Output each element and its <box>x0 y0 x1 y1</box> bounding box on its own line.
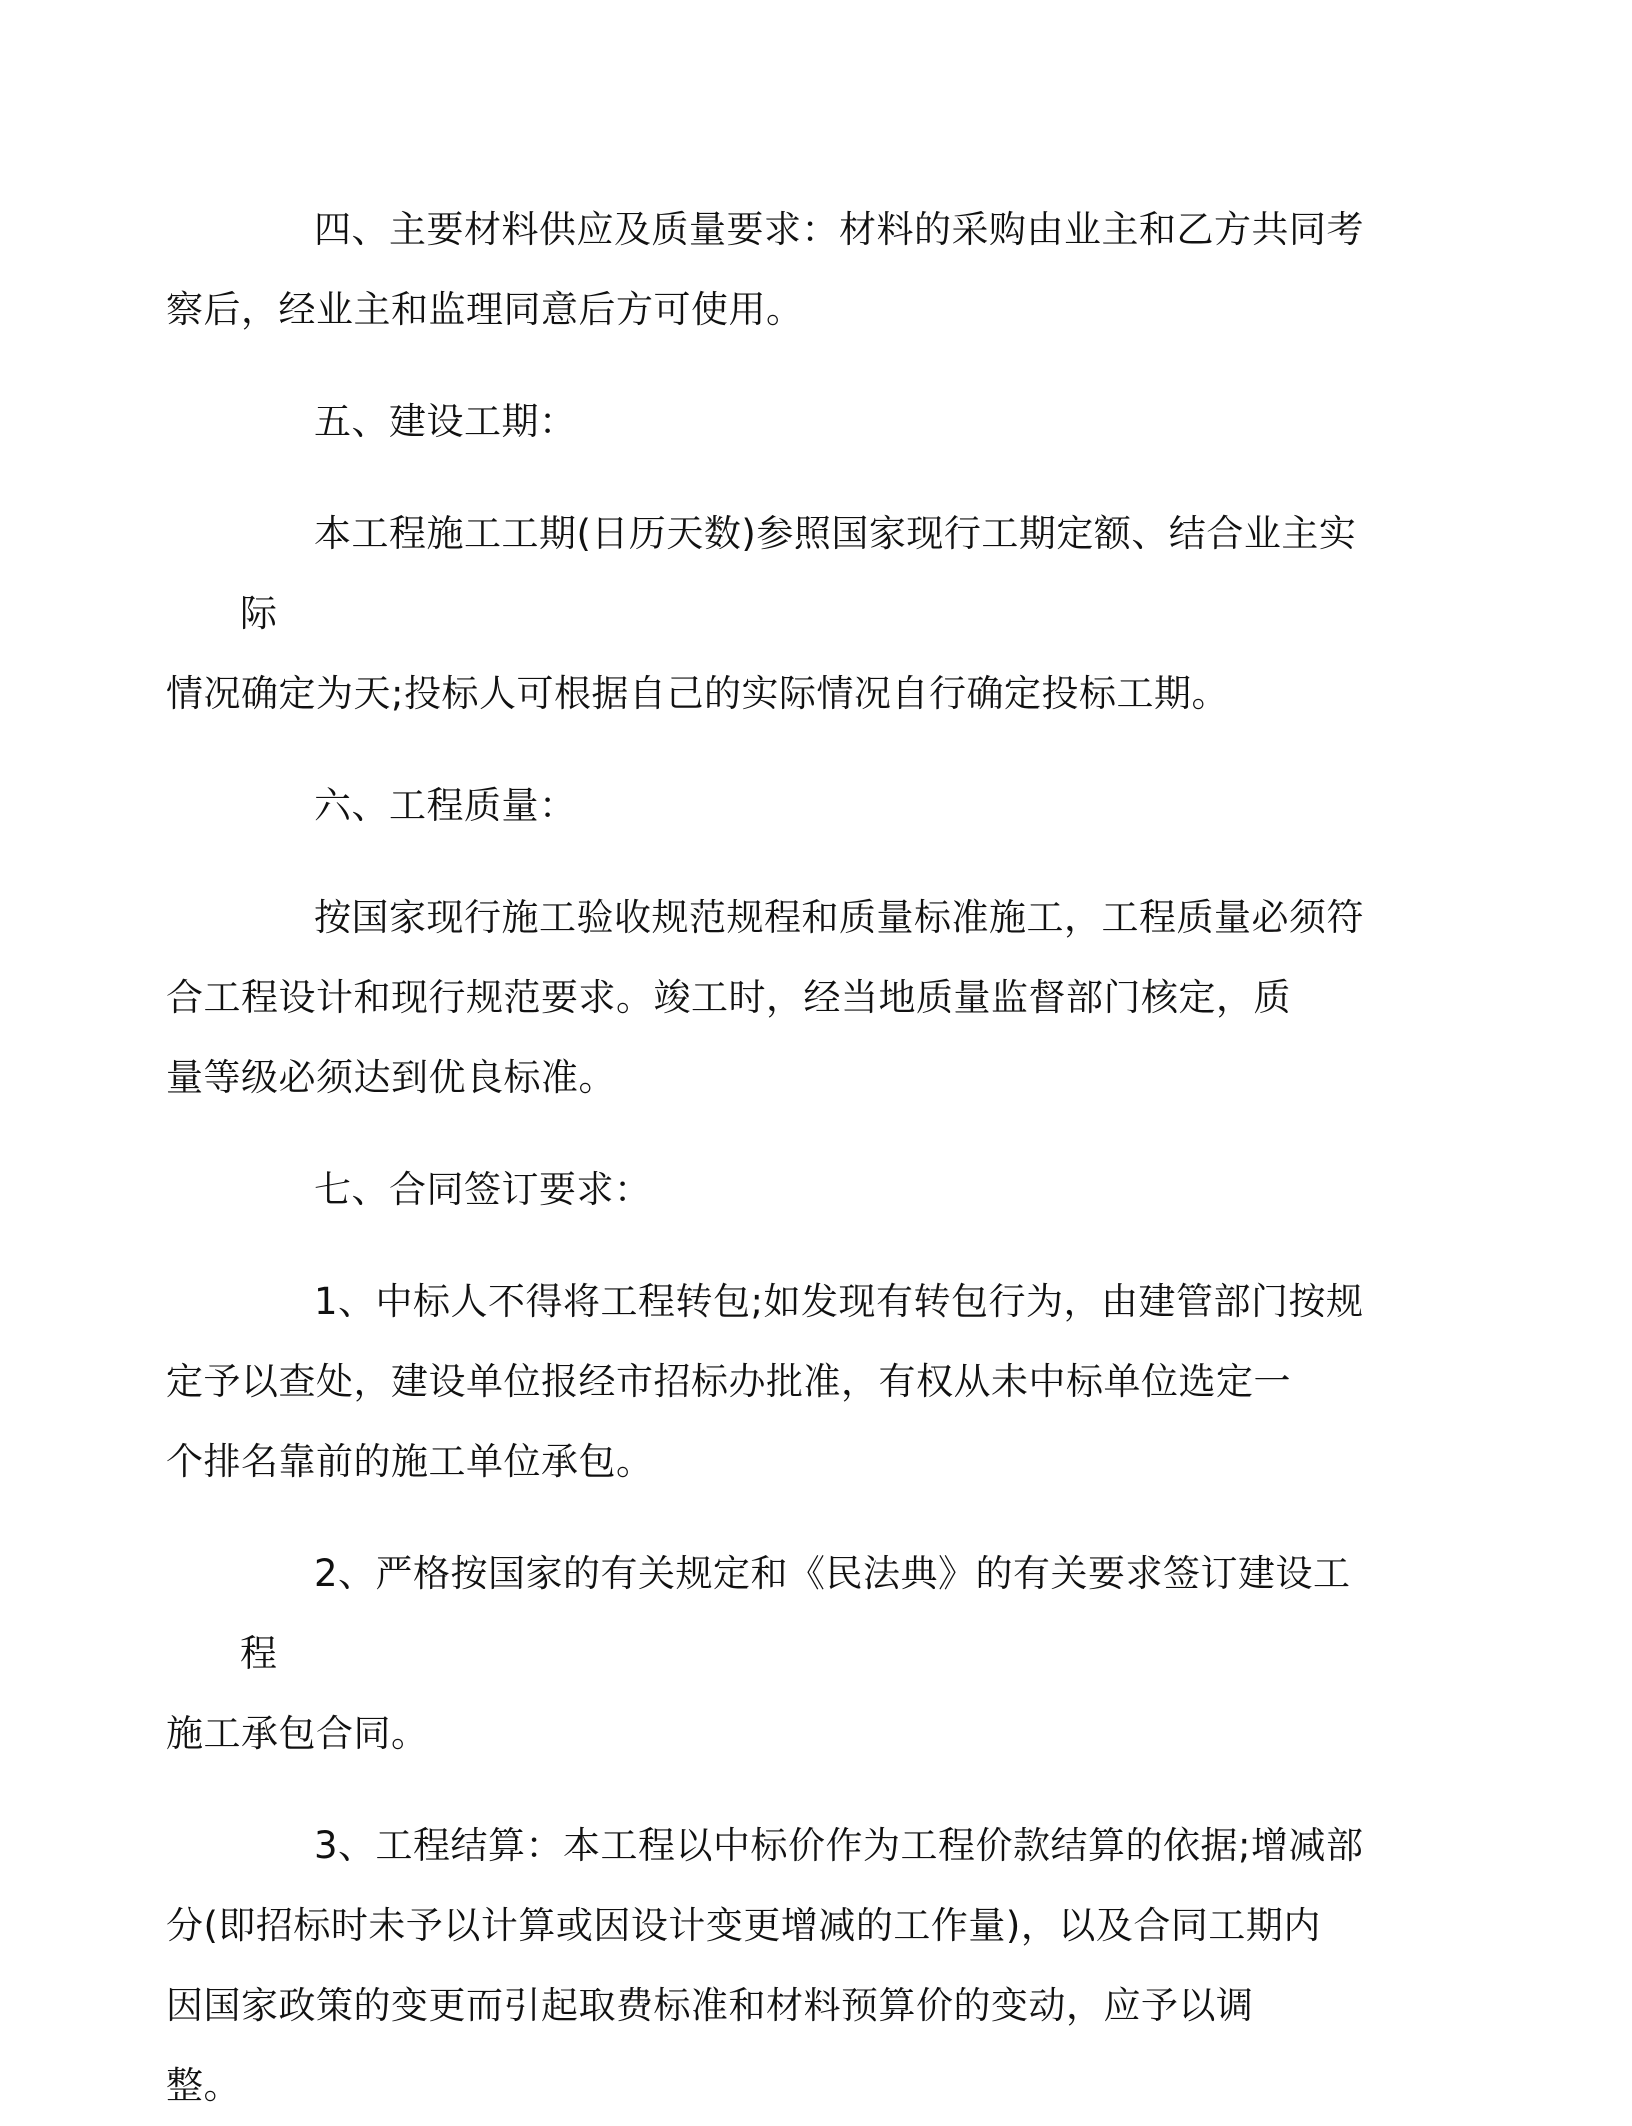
text-line: 四、主要材料供应及质量要求：材料的采购由业主和乙方共同考 <box>314 208 1364 251</box>
paragraph-project-quality <box>166 878 1380 1118</box>
paragraph-contract-item-3 <box>166 1806 1380 2126</box>
text-line: 合工程设计和现行规范要求。竣工时，经当地质量监督部门核定，质 <box>166 976 1291 1019</box>
heading-text: 六、工程质量： <box>314 784 577 827</box>
text-line: 整。 <box>166 2064 241 2107</box>
text-line: 施工承包合同。 <box>166 1712 429 1755</box>
heading-contract-requirements <box>240 1150 1380 1230</box>
text-line: 分(即招标时未予以计算或因设计变更增减的工作量)，以及合同工期内 <box>166 1904 1321 1947</box>
heading-text: 五、建设工期： <box>314 400 577 443</box>
paragraph-material-supply <box>166 190 1380 350</box>
text-line: 察后，经业主和监理同意后方可使用。 <box>166 288 804 331</box>
text-line: 3、工程结算：本工程以中标价作为工程价款结算的依据;增减部 <box>314 1824 1364 1867</box>
heading-construction-period <box>240 382 1380 462</box>
text-line: 2、严格按国家的有关规定和《民法典》的有关要求签订建设工程 <box>240 1552 1351 1675</box>
document-body <box>166 190 1380 2126</box>
text-line: 本工程施工工期(日历天数)参照国家现行工期定额、结合业主实际 <box>240 512 1357 635</box>
text-line: 量等级必须达到优良标准。 <box>166 1056 616 1099</box>
text-line: 1、中标人不得将工程转包;如发现有转包行为，由建管部门按规 <box>314 1280 1364 1323</box>
paragraph-contract-item-2 <box>166 1534 1380 1774</box>
heading-text: 七、合同签订要求： <box>314 1168 652 1211</box>
text-line: 定予以查处，建设单位报经市招标办批准，有权从未中标单位选定一 <box>166 1360 1291 1403</box>
paragraph-construction-period <box>166 494 1380 734</box>
text-line: 情况确定为天;投标人可根据自己的实际情况自行确定投标工期。 <box>166 672 1229 715</box>
text-line: 因国家政策的变更而引起取费标准和材料预算价的变动，应予以调 <box>166 1984 1254 2027</box>
heading-project-quality <box>240 766 1380 846</box>
text-line: 个排名靠前的施工单位承包。 <box>166 1440 654 1483</box>
text-line: 按国家现行施工验收规范规程和质量标准施工，工程质量必须符 <box>314 896 1364 939</box>
paragraph-contract-item-1 <box>166 1262 1380 1502</box>
